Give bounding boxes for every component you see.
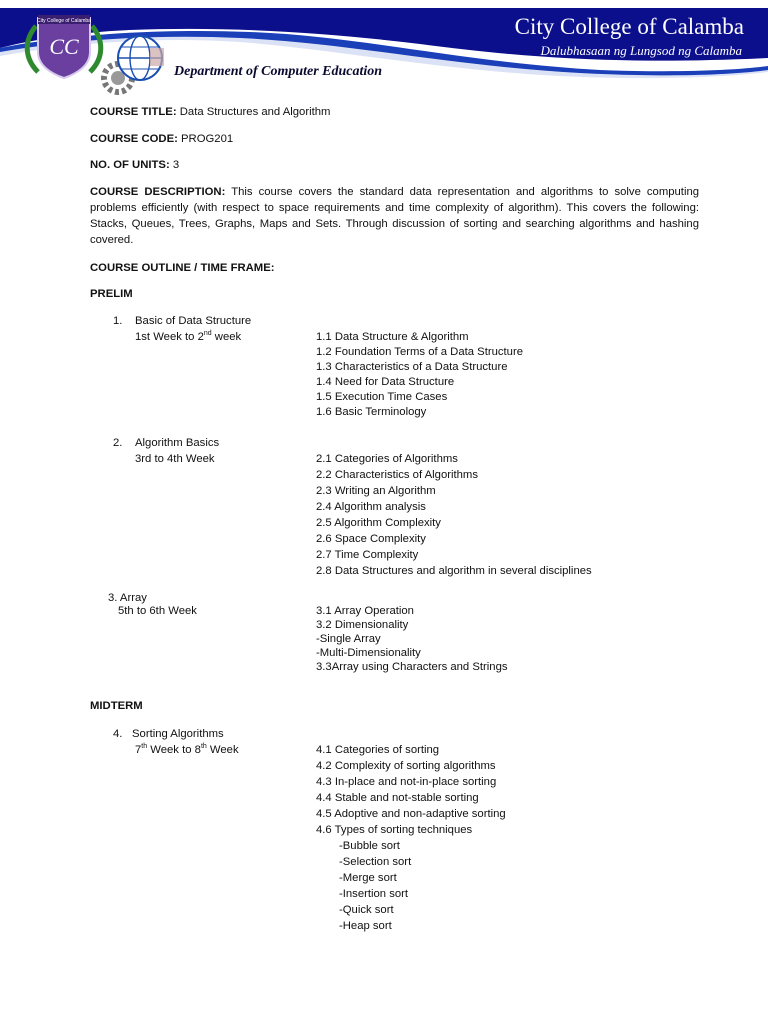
- topic: 1.1 Data Structure & Algorithm: [316, 331, 469, 343]
- topic: -Single Array: [316, 633, 381, 645]
- midterm-heading: MIDTERM: [90, 700, 143, 712]
- subtopic: -Selection sort: [339, 856, 412, 868]
- unit-4-time: [135, 743, 239, 757]
- course-description: [90, 184, 699, 248]
- course-title-value: Data Structures and Algorithm: [179, 106, 331, 118]
- unit-3-title: 3. Array: [108, 592, 147, 604]
- course-title-line: [90, 106, 330, 118]
- unit-1-title: Basic of Data Structure: [135, 315, 252, 327]
- unit-1-time: [135, 330, 241, 344]
- topic: 1.5 Execution Time Cases: [316, 391, 448, 403]
- time-text: 7: [135, 744, 142, 756]
- topic: 4.6 Types of sorting techniques: [316, 824, 473, 836]
- unit-3-time: 5th to 6th Week: [118, 605, 197, 617]
- units-line: [90, 159, 179, 171]
- topic: 1.3 Characteristics of a Data Structure: [316, 361, 508, 373]
- subtopic: -Insertion sort: [339, 888, 409, 900]
- logo-left-initials: CC: [49, 34, 79, 59]
- college-name: City College of Calamba: [514, 14, 744, 39]
- course-code-value: PROG201: [181, 133, 234, 145]
- topic: 3.1 Array Operation: [316, 605, 414, 617]
- subtopic: -Quick sort: [339, 904, 394, 916]
- topic: 2.6 Space Complexity: [316, 533, 426, 545]
- time-sup: nd: [203, 330, 212, 338]
- topic: 2.2 Characteristics of Algorithms: [316, 469, 478, 481]
- topic: 2.5 Algorithm Complexity: [316, 517, 441, 529]
- time-sup: th: [200, 743, 207, 751]
- unit-2-title: Algorithm Basics: [135, 437, 220, 449]
- topic: 2.1 Categories of Algorithms: [316, 453, 458, 465]
- time-text: Week: [206, 744, 239, 756]
- topic: 4.1 Categories of sorting: [316, 744, 440, 756]
- description-text: This course covers the standard data representation and algorithms to solve computing problems efficiently (with respect to space requirements and time complexity of algorithm). This covers the following: Stacks, Queues, Trees, Graphs, Maps and Sets. Through discussion of sorting and searching algorithms and hashing covered.: [90, 186, 700, 246]
- unit-4-title: Sorting Algorithms: [132, 728, 224, 740]
- course-code-line: [90, 133, 233, 145]
- topic: 2.3 Writing an Algorithm: [316, 485, 436, 497]
- units-value: 3: [172, 159, 180, 171]
- subtopic: -Merge sort: [339, 872, 397, 884]
- college-seal-logo: [27, 15, 101, 78]
- subtopic: -Bubble sort: [339, 840, 400, 852]
- topic: 4.3 In-place and not-in-place sorting: [316, 776, 497, 788]
- department-name: Department of Computer Education: [174, 64, 383, 79]
- topic: 4.5 Adoptive and non-adaptive sorting: [316, 808, 506, 820]
- college-subtitle: Dalubhasaan ng Lungsod ng Calamba: [540, 43, 742, 58]
- course-code-label: COURSE CODE:: [90, 133, 178, 145]
- course-title-label: COURSE TITLE:: [90, 106, 177, 118]
- topic: 2.8 Data Structures and algorithm in several disciplines: [316, 565, 592, 577]
- topic: 2.7 Time Complexity: [316, 549, 419, 561]
- logo-left-text: City College of Calamba: [37, 18, 91, 24]
- units-label: NO. OF UNITS:: [90, 159, 170, 171]
- topic: -Multi-Dimensionality: [316, 647, 421, 659]
- unit-1-number: 1.: [113, 315, 123, 327]
- topic: 3.3Array using Characters and Strings: [316, 661, 508, 673]
- topic: 1.4 Need for Data Structure: [316, 376, 455, 388]
- time-text: 1st Week to 2: [135, 331, 204, 343]
- unit-2-time: 3rd to 4th Week: [135, 453, 215, 465]
- outline-heading: COURSE OUTLINE / TIME FRAME:: [90, 262, 275, 274]
- time-text: week: [211, 331, 242, 343]
- unit-4-number: 4.: [113, 728, 123, 740]
- topic: 4.2 Complexity of sorting algorithms: [316, 760, 496, 772]
- topic: 3.2 Dimensionality: [316, 619, 409, 631]
- topic: 2.4 Algorithm analysis: [316, 501, 426, 513]
- subtopic: -Heap sort: [339, 920, 392, 932]
- description-label: COURSE DESCRIPTION:: [90, 186, 226, 198]
- topic: 1.2 Foundation Terms of a Data Structure: [316, 346, 524, 358]
- time-text: Week to 8: [147, 744, 201, 756]
- topic: 4.4 Stable and not-stable sorting: [316, 792, 479, 804]
- topic: 1.6 Basic Terminology: [316, 406, 427, 418]
- time-sup: th: [141, 743, 148, 751]
- unit-2-number: 2.: [113, 437, 123, 449]
- prelim-heading: PRELIM: [90, 288, 133, 300]
- laurel-right: [90, 26, 101, 72]
